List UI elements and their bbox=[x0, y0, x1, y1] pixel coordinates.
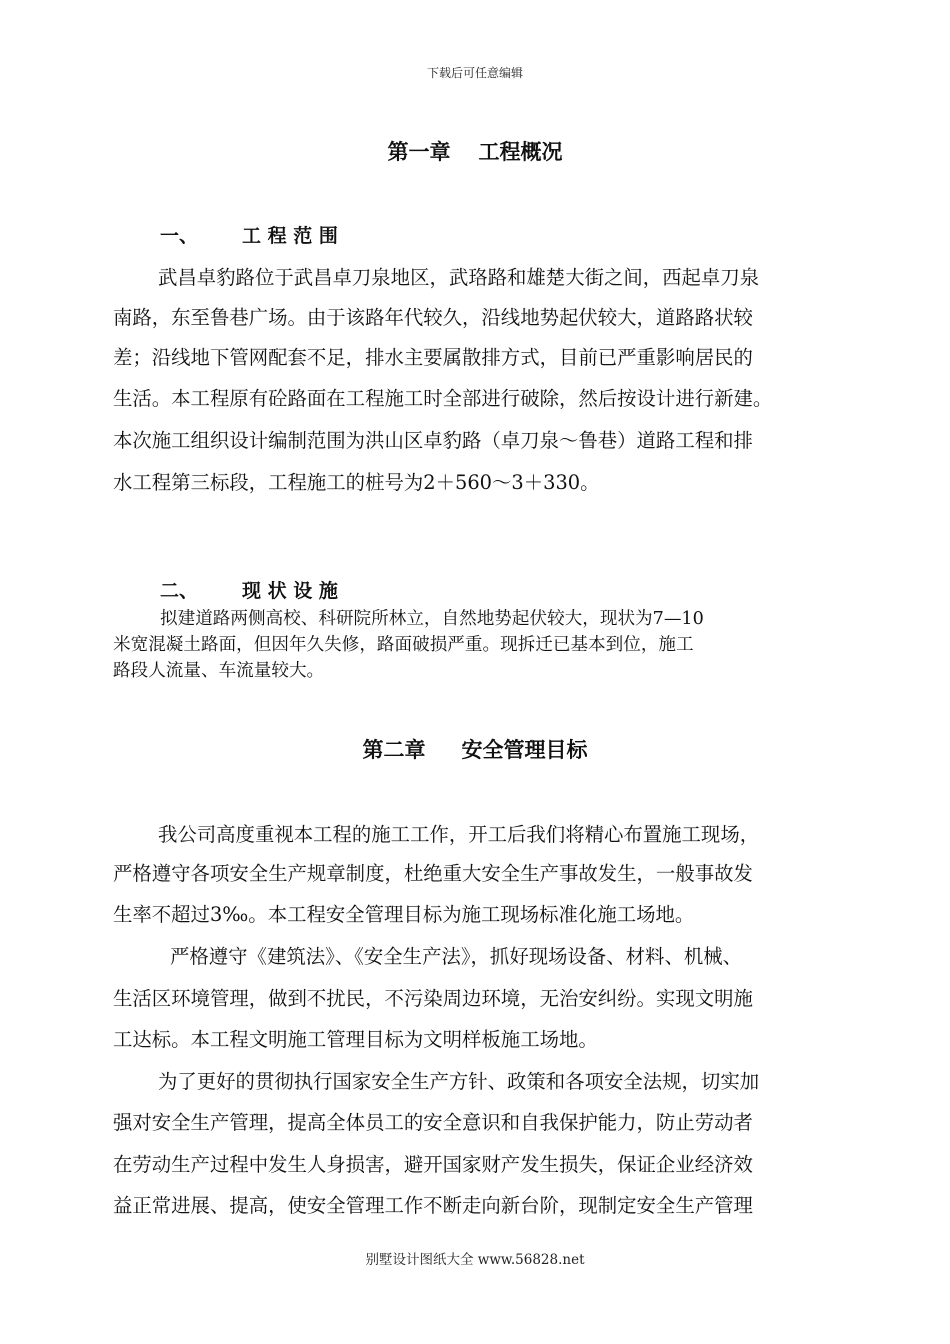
chapter-2-line: 我公司高度重视本工程的施工工作，开工后我们将精心布置施工现场， bbox=[158, 823, 760, 846]
chapter-2-line: 益正常进展、提高，使安全管理工作不断走向新台阶，现制定安全生产管理 bbox=[113, 1194, 753, 1217]
chapter-2-title bbox=[0, 734, 950, 764]
section-1-line: 本次施工组织设计编制范围为洪山区卓豹路（卓刀泉～鲁巷）道路工程和排 bbox=[113, 429, 753, 452]
section-1-title: 工 程 范 围 bbox=[242, 225, 338, 247]
chapter-2-line: 生率不超过3‰。本工程安全管理目标为施工现场标准化施工场地。 bbox=[113, 903, 695, 926]
section-1-line: 生活。本工程原有砼路面在工程施工时全部进行破除，然后按设计进行新建。 bbox=[113, 387, 773, 410]
section-1-line: 差；沿线地下管网配套不足，排水主要属散排方式，目前已严重影响居民的 bbox=[113, 346, 753, 369]
chapter-2-number: 第二章 bbox=[362, 738, 426, 762]
section-1-heading bbox=[160, 221, 338, 248]
chapter-2-line: 为了更好的贯彻执行国家安全生产方针、政策和各项安全法规，切实加 bbox=[158, 1070, 760, 1093]
section-2-heading bbox=[160, 576, 338, 603]
chapter-2-line: 工达标。本工程文明施工管理目标为文明样板施工场地。 bbox=[113, 1028, 598, 1051]
chapter-2-line: 严格遵守各项安全生产规章制度，杜绝重大安全生产事故发生，一般事故发 bbox=[113, 862, 753, 885]
section-1-line: 水工程第三标段，工程施工的桩号为2＋560～3＋330。 bbox=[113, 471, 600, 494]
section-2-line: 米宽混凝土路面，但因年久失修，路面破损严重。现拆迁已基本到位，施工 bbox=[113, 635, 694, 655]
footer-note: 别墅设计图纸大全 www.56828.net bbox=[365, 1252, 585, 1268]
section-1-number: 一、 bbox=[160, 225, 199, 247]
section-1-line: 武昌卓豹路位于武昌卓刀泉地区，武珞路和雄楚大街之间，西起卓刀泉 bbox=[158, 266, 760, 289]
chapter-1-number: 第一章 bbox=[387, 140, 451, 164]
section-2-line: 拟建道路两侧高校、科研院所林立，自然地势起伏较大，现状为7—10 bbox=[160, 609, 704, 629]
section-2-line: 路段人流量、车流量较大。 bbox=[113, 661, 325, 681]
chapter-2-line: 严格遵守《建筑法》、《安全生产法》，抓好现场设备、材料、机械、 bbox=[170, 945, 743, 968]
chapter-2-line: 生活区环境管理，做到不扰民，不污染周边环境，无治安纠纷。实现文明施 bbox=[113, 987, 753, 1010]
chapter-1-text: 工程概况 bbox=[478, 140, 563, 164]
header-note: 下载后可任意编辑 bbox=[426, 66, 523, 80]
section-2-number: 二、 bbox=[160, 580, 199, 602]
chapter-2-line: 在劳动生产过程中发生人身损害，避开国家财产发生损失，保证企业经济效 bbox=[113, 1153, 753, 1176]
chapter-2-text: 安全管理目标 bbox=[461, 738, 588, 762]
chapter-2-line: 强对安全生产管理，提高全体员工的安全意识和自我保护能力，防止劳动者 bbox=[113, 1111, 753, 1134]
section-2-title: 现 状 设 施 bbox=[242, 580, 338, 602]
chapter-1-title bbox=[0, 136, 950, 166]
section-1-line: 南路，东至鲁巷广场。由于该路年代较久，沿线地势起伏较大，道路路状较 bbox=[113, 306, 753, 329]
